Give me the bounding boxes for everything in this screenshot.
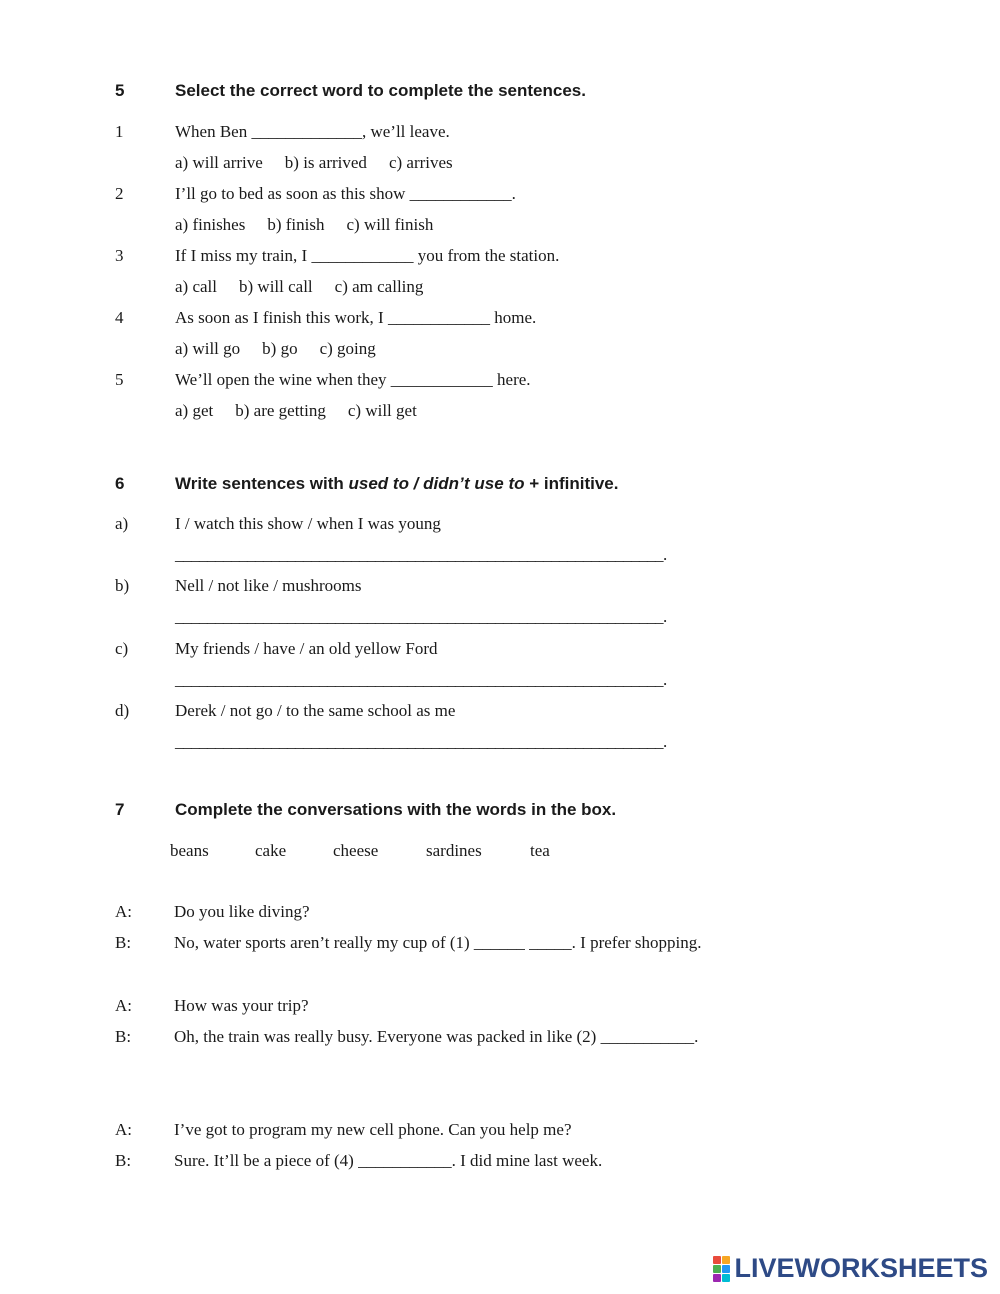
item-number: 5 [115,370,124,389]
item-letter: d) [115,701,130,720]
liveworksheets-logo[interactable] [713,1253,988,1284]
liveworksheets-logo-icon [713,1256,730,1282]
options-row [175,339,398,359]
option-c[interactable]: c) am calling [334,277,424,296]
logo-tile [713,1256,721,1264]
section-6-title [175,474,618,494]
logo-tile [713,1274,721,1282]
question-text: As soon as I finish this work, I ____________ home. [175,308,537,327]
title-part: Write sentences with [175,474,349,493]
word-box-item: sardines [426,841,482,860]
prompt-text: I / watch this show / when I was young [175,514,441,533]
logo-tile [722,1274,730,1282]
logo-tile [722,1256,730,1264]
section-7-title: Complete the conversations with the words in the box. [175,800,617,819]
option-a[interactable]: a) will go [175,339,241,358]
item-letter: b) [115,576,130,595]
logo-tile [713,1265,721,1273]
title-italic-part: used to / didn’t use to [348,474,525,493]
options-row [175,215,455,235]
item-letter: c) [115,639,129,658]
logo-tile [722,1265,730,1273]
speaker-label: B: [115,933,132,952]
option-b[interactable]: b) is arrived [284,153,367,172]
option-a[interactable]: a) call [175,277,217,296]
option-c[interactable]: c) going [319,339,376,358]
option-b[interactable]: b) go [262,339,298,358]
speaker-label: B: [115,1151,132,1170]
dialogue-line[interactable]: No, water sports aren’t really my cup of (1) ______ _____. I prefer shopping. [174,933,702,952]
question-text: We’ll open the wine when they ____________ here. [175,370,531,389]
dialogue-line[interactable]: Sure. It’ll be a piece of (4) ___________. I did mine last week. [174,1151,603,1170]
options-row [175,277,445,297]
options-row [175,153,475,173]
item-number: 3 [115,246,124,265]
item-number: 1 [115,122,124,141]
dialogue-line: How was your trip? [174,996,309,1015]
section-5-number: 5 [115,81,125,100]
section-6-number: 6 [115,474,125,493]
answer-line[interactable]: _____________________________________________________________. [175,607,667,626]
option-b[interactable]: b) will call [239,277,313,296]
title-part: + infinitive. [524,474,619,493]
dialogue-line[interactable]: Oh, the train was really busy. Everyone was packed in like (2) ___________. [174,1027,699,1046]
word-box-item: tea [530,841,550,860]
speaker-label: A: [115,1120,132,1139]
option-a[interactable]: a) finishes [175,215,246,234]
answer-line[interactable]: _____________________________________________________________. [175,545,667,564]
question-text: When Ben _____________, we’ll leave. [175,122,450,141]
speaker-label: B: [115,1027,132,1046]
option-b[interactable]: b) are getting [235,401,326,420]
option-c[interactable]: c) arrives [388,153,453,172]
question-text: If I miss my train, I ____________ you from the station. [175,246,560,265]
option-c[interactable]: c) will get [347,401,417,420]
section-7-number: 7 [115,800,125,819]
item-letter: a) [115,514,129,533]
question-text: I’ll go to bed as soon as this show ____________. [175,184,516,203]
section-5-title: Select the correct word to complete the sentences. [175,81,586,100]
word-box-item: cheese [333,841,379,860]
dialogue-line: Do you like diving? [174,902,310,921]
prompt-text: Derek / not go / to the same school as me [175,701,456,720]
prompt-text: My friends / have / an old yellow Ford [175,639,438,658]
options-row [175,401,439,421]
word-box-item: beans [170,841,209,860]
option-a[interactable]: a) will arrive [175,153,263,172]
answer-line[interactable]: _____________________________________________________________. [175,670,667,689]
answer-line[interactable]: _____________________________________________________________. [175,732,667,751]
option-a[interactable]: a) get [175,401,214,420]
speaker-label: A: [115,996,132,1015]
speaker-label: A: [115,902,132,921]
option-c[interactable]: c) will finish [346,215,434,234]
logo-text: LIVEWORKSHEETS [734,1253,988,1283]
prompt-text: Nell / not like / mushrooms [175,576,362,595]
word-box [170,841,590,863]
word-box-item: cake [255,841,287,860]
dialogue-line: I’ve got to program my new cell phone. Can you help me? [174,1120,572,1139]
item-number: 4 [115,308,124,327]
option-b[interactable]: b) finish [267,215,325,234]
item-number: 2 [115,184,124,203]
